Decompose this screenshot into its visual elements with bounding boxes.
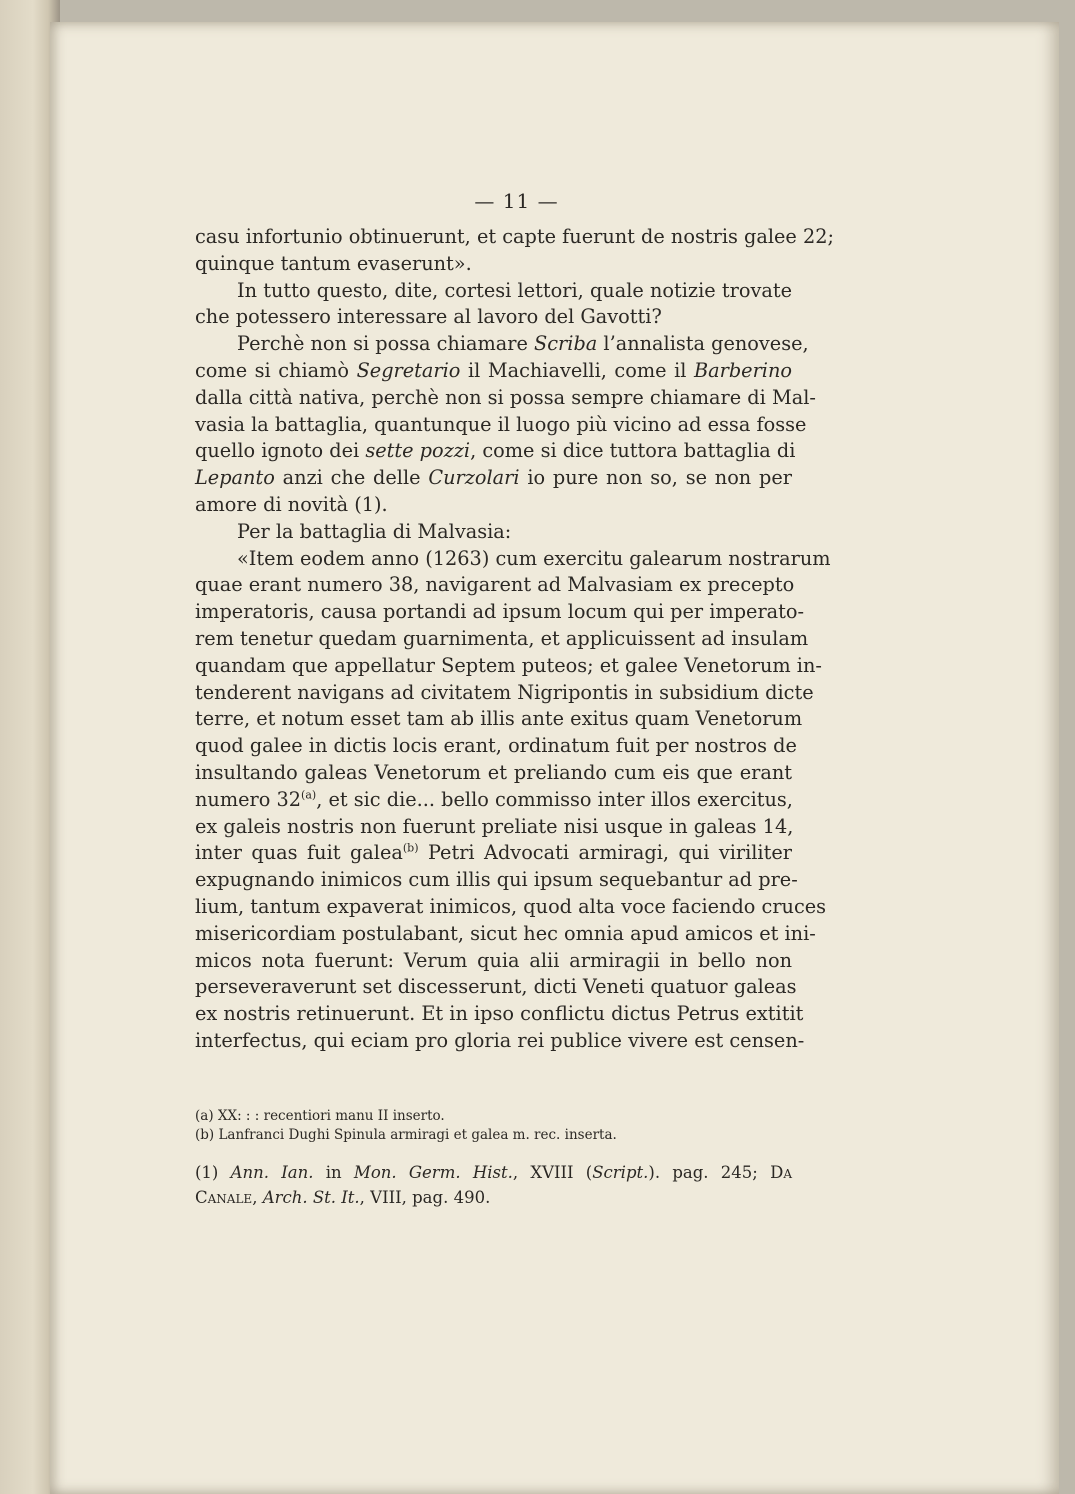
- text-line: perseveraverunt set discesserunt, dicti Veneti quatuor galeas: [195, 975, 797, 999]
- text-line: interfectus, qui eciam pro gloria rei publice vivere est censen-: [195, 1028, 805, 1052]
- text-line: quello ignoto dei sette pozzi, come si dice tuttora battaglia di: [195, 439, 796, 463]
- page-number: — 11 —: [474, 189, 559, 213]
- text-line: Per la battaglia di Malvasia:: [237, 519, 512, 543]
- text-line: amore di novità (1).: [195, 492, 388, 516]
- footnote-b: (b) Lanfranci Dughi Spinula armiragi et galea m. rec. inserta.: [195, 1127, 617, 1143]
- text-line: insultando galeas Venetorum et preliando cum eis que erant: [195, 760, 792, 784]
- text-line: tenderent navigans ad civitatem Nigripontis in subsidium dicte: [195, 680, 814, 704]
- text-line: misericordiam postulabant, sicut hec omnia apud amicos et ini-: [195, 921, 816, 945]
- text-line: inter quas fuit galea$^{(b)}$ Petri Advocati armiragi, qui viriliter: [195, 841, 792, 865]
- footnote-1-line-2: Canale, Arch. St. It., VIII, pag. 490.: [195, 1188, 491, 1207]
- body-text: [195, 224, 834, 1055]
- text-line: numero 32$^{(a)}$, et sic die... bello commisso inter illos exercitus,: [195, 787, 793, 811]
- text-line: imperatoris, causa portandi ad ipsum locum qui per imperato-: [195, 600, 805, 624]
- book-page: [50, 22, 1059, 1494]
- footnote-a: (a) XX: : : recentiori manu II inserto.: [195, 1108, 445, 1124]
- text-line: Perchè non si possa chiamare Scriba l’annalista genovese,: [237, 332, 809, 356]
- text-line: dalla città nativa, perchè non si possa sempre chiamare di Mal-: [195, 385, 816, 409]
- text-line: quandam que appellatur Septem puteos; et galee Venetorum in-: [195, 653, 822, 677]
- text-line: ex galeis nostris non fuerunt preliate nisi usque in galeas 14,: [195, 814, 794, 838]
- text-line: expugnando inimicos cum illis qui ipsum sequebantur ad pre-: [195, 868, 798, 892]
- text-line: vasia la battaglia, quantunque il luogo più vicino ad essa fosse: [195, 412, 807, 436]
- text-line: lium, tantum expaverat inimicos, quod alta voce faciendo cruces: [195, 894, 827, 918]
- text-line: che potessero interessare al lavoro del Gavotti?: [195, 305, 662, 329]
- text-line: come si chiamò Segretario il Machiavelli, come il Barberino: [195, 358, 792, 382]
- numbered-footnote: [195, 1160, 792, 1210]
- footnote-1-line-1: (1) Ann. Ian. in Mon. Germ. Hist., XVIII (Script.). pag. 245; Da: [195, 1163, 792, 1182]
- text-line: terre, et notum esset tam ab illis ante exitus quam Venetorum: [195, 707, 803, 731]
- lettered-footnotes: [195, 1107, 755, 1145]
- text-line: quod galee in dictis locis erant, ordinatum fuit per nostros de: [195, 734, 797, 758]
- text-line: quae erant numero 38, navigarent ad Malvasiam ex precepto: [195, 573, 795, 597]
- text-line: casu infortunio obtinuerunt, et capte fuerunt de nostris galee 22;: [195, 225, 834, 248]
- text-line: «Item eodem anno (1263) cum exercitu galearum nostrarum: [237, 546, 831, 570]
- text-line: micos nota fuerunt: Verum quia alii armiragii in bello non: [195, 948, 792, 972]
- text-line: quinque tantum evaserunt».: [195, 251, 472, 275]
- text-line: rem tenetur quedam guarnimenta, et applicuissent ad insulam: [195, 626, 809, 650]
- text-line: In tutto questo, dite, cortesi lettori, quale notizie trovate: [237, 278, 792, 302]
- text-line: Lepanto anzi che delle Curzolari io pure non so, se non per: [195, 466, 792, 490]
- text-line: ex nostris retinuerunt. Et in ipso conflictu dictus Petrus extitit: [195, 1002, 804, 1026]
